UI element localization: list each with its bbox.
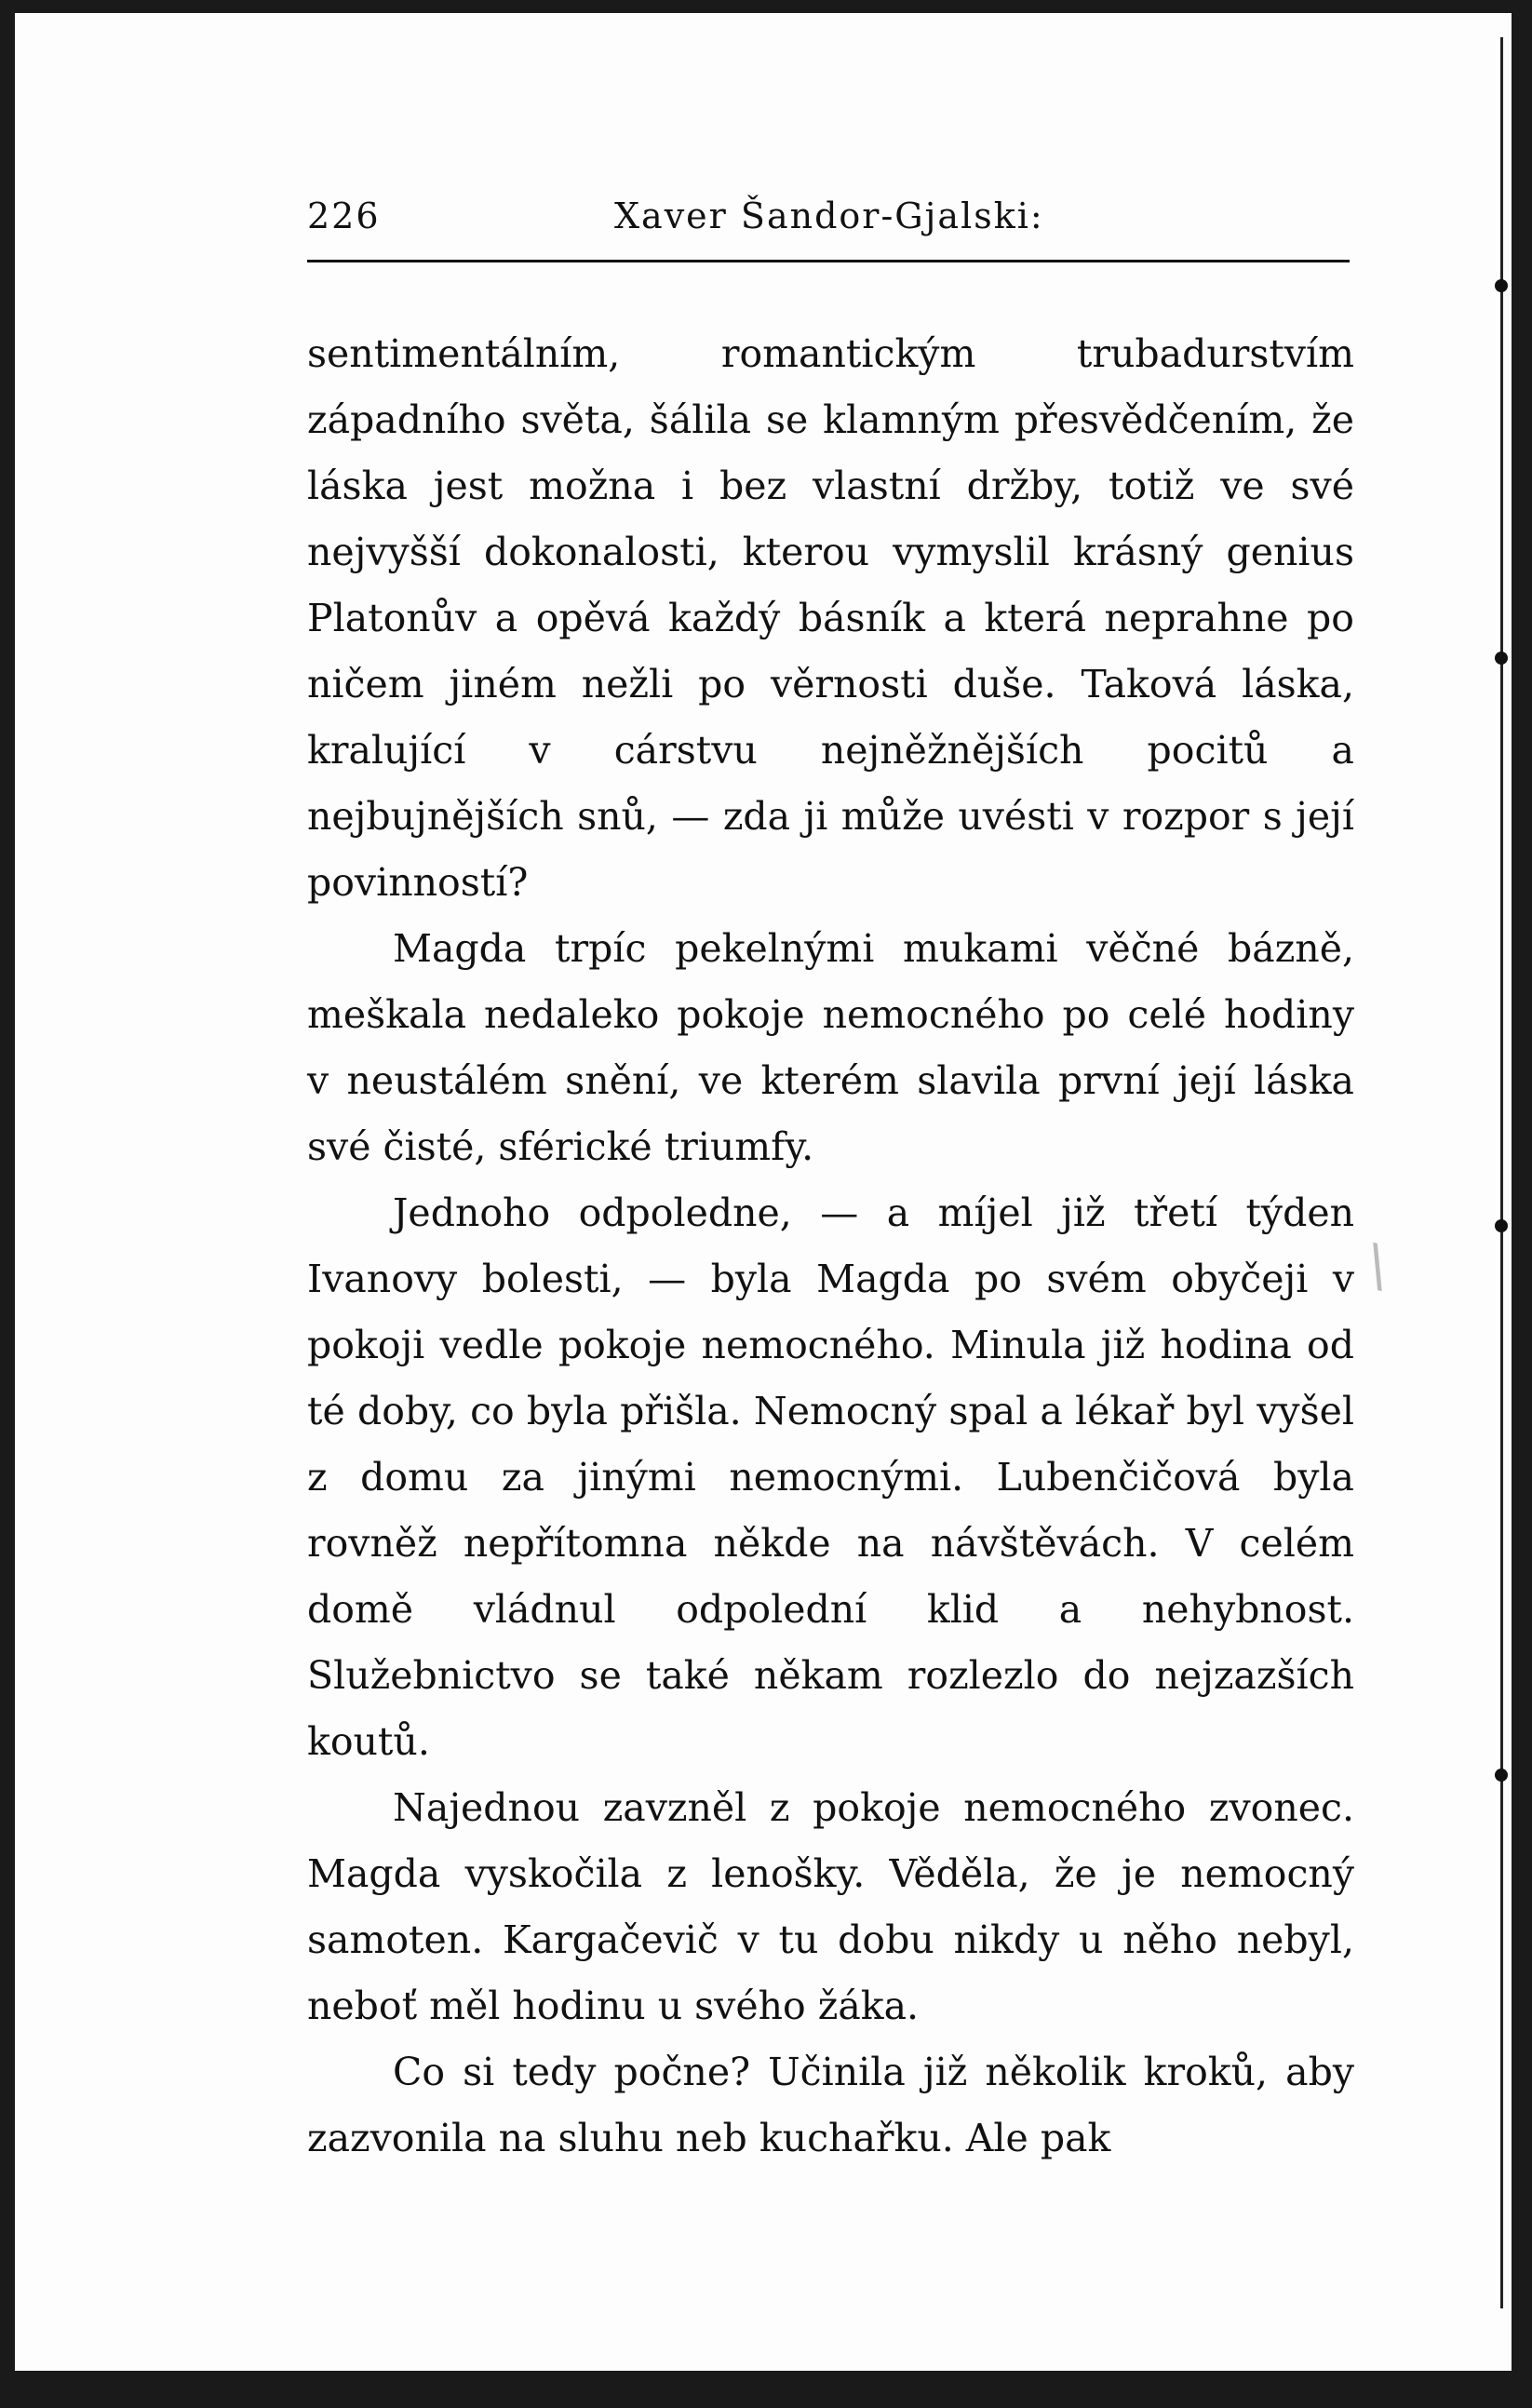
scan-border-left [0,0,15,2408]
body-text [307,321,1354,2172]
binding-hole [1495,279,1508,292]
paragraph: sentimentálním, romantickým trubadurstvím západního světa, šálila se klamným přesvědčením, že láska jest možna i bez vlastní držby, totiž ve své nejvyšší dokonalosti, kterou vymyslil krásný genius Platonův a opěvá každý básník a která neprahne po ničem jiném nežli po věrnosti duše. Taková láska, kralující v cárstvu nejněžnějších pocitů a nejbujnějších snů, — zda ji může uvésti v rozpor s její povinností? [307,331,1354,905]
pencil-margin-mark: \ [1361,1231,1394,1300]
binding-hole [1495,1769,1508,1782]
running-head: Xaver Šandor-Gjalski: [614,195,1044,236]
binding-hole [1495,652,1508,665]
binding-hole [1495,1219,1508,1232]
binding-edge [1500,37,1503,2308]
paragraph: Magda trpíc pekelnými mukami věčné bázně, meškala nedaleko pokoje nemocného po celé hodiny v neustálém snění, ve kterém slavila první její láska své čisté, sférické triumfy. [307,926,1354,1169]
paragraph: Jednoho odpoledne, — a míjel již třetí týden Ivanovy bolesti, — byla Magda po svém obyčeji v pokoji vedle pokoje nemocného. Minula již hodina od té doby, co byla přišla. Nemocný spal a lékař byl vyšel z domu za jinými nemocnými. Lubenčičová byla rovněž nepřítomna někde na návštěvách. V celém domě vládnul odpolední klid a nehybnost. Služebnictvo se také někam rozlezlo do nejzazších koutů. [307,1191,1354,1764]
page-number: 226 [307,195,381,236]
paragraph: Co si tedy počne? Učinila již několik kroků, aby zazvonila na sluhu neb kuchařku. Ale pak [307,2050,1354,2160]
page-header [307,195,1350,251]
scan-border-right [1512,0,1532,2408]
scan-border-top [0,0,1532,13]
paragraph: Najednou zavzněl z pokoje nemocného zvonec. Magda vyskočila z lenošky. Věděla, že je nemocný samoten. Kargačevič v tu dobu nikdy u něho nebyl, neboť měl hodinu u svého žáka. [307,1785,1354,2028]
header-rule [307,260,1350,262]
scan-border-bottom [0,2371,1532,2408]
